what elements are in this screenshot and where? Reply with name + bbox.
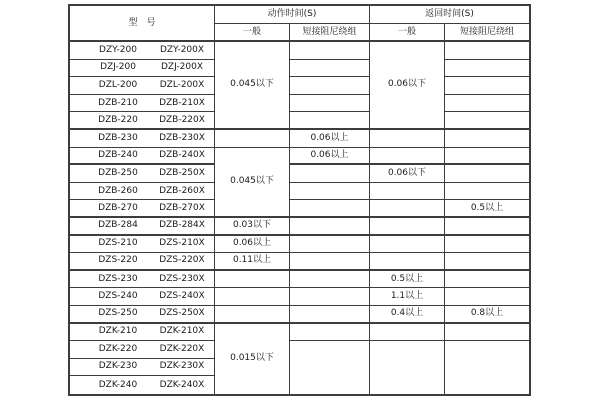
model-cell: [70, 218, 215, 236]
value-cell-action_damping: [290, 60, 370, 78]
model-cell: [70, 112, 215, 130]
model-name: DZB-250: [98, 167, 138, 178]
model-name: DZB-220: [98, 114, 138, 125]
value-cell-action_general: [215, 306, 290, 324]
model-name-x: DZB-230X: [159, 132, 205, 143]
value-cell-return_damping: [445, 271, 529, 289]
value-cell-return_general: [370, 218, 445, 236]
model-name: DZK-240: [98, 379, 138, 390]
value-cell-return_damping: [445, 183, 529, 201]
value-cell-return_general: 0.06以下: [370, 165, 445, 183]
model-name-x: DZS-250X: [159, 308, 205, 319]
header-return-damping: 短接阻尼绕组: [445, 24, 529, 42]
model-cell: [70, 288, 215, 306]
header-action-general: 一般: [215, 24, 290, 42]
value-cell-return_damping: [445, 324, 529, 342]
value-cell-return_general: [370, 253, 445, 271]
value-cell-action_general: [215, 288, 290, 306]
model-cell: [70, 271, 215, 289]
model-cell: [70, 42, 215, 60]
value-cell-action_general: 0.06以上: [215, 236, 290, 254]
value-cell-action_damping: [290, 253, 370, 271]
relay-spec-table: [68, 4, 531, 396]
model-cell: [70, 95, 215, 113]
model-cell: [70, 130, 215, 148]
value-cell-return_damping: [445, 253, 529, 271]
value-cell-action_damping: [290, 42, 370, 60]
model-name: DZS-240: [98, 291, 138, 302]
value-cell-action_damping: [290, 324, 370, 342]
model-name-x: DZS-230X: [159, 273, 205, 284]
value-cell-return_damping: [445, 165, 529, 183]
model-name-x: DZY-200X: [159, 44, 205, 55]
model-cell: [70, 306, 215, 324]
value-cell-action_damping: 0.06以上: [290, 130, 370, 148]
model-name-x: DZK-230X: [159, 361, 205, 372]
model-cell: [70, 376, 215, 394]
model-name: DZL-200: [98, 79, 138, 90]
model-name-x: DZB-284X: [159, 220, 205, 231]
header-action-time: 动作时间(S): [215, 6, 370, 24]
model-name-x: DZB-250X: [159, 167, 205, 178]
model-name: DZS-250: [98, 308, 138, 319]
value-cell-action_damping: [290, 183, 370, 201]
value-cell-action_general: 0.045以下: [215, 42, 290, 130]
value-cell-action_general: 0.045以下: [215, 148, 290, 218]
model-name: DZS-230: [98, 273, 138, 284]
value-cell-return_general: 1.1以上: [370, 288, 445, 306]
value-cell-action_damping: [290, 77, 370, 95]
value-cell-return_general: [370, 236, 445, 254]
header-return-general: 一般: [370, 24, 445, 42]
value-cell-action_damping: [290, 341, 370, 394]
model-name-x: DZJ-200X: [160, 62, 204, 73]
value-cell-action_damping: [290, 95, 370, 113]
value-cell-return_damping: [445, 148, 529, 166]
value-cell-action_general: 0.03以下: [215, 218, 290, 236]
model-name-x: DZL-200X: [159, 79, 205, 90]
value-cell-action_general: [215, 130, 290, 148]
model-name-x: DZB-220X: [159, 114, 205, 125]
model-cell: [70, 359, 215, 377]
value-cell-return_damping: 0.8以上: [445, 306, 529, 324]
model-name-x: DZS-220X: [159, 255, 205, 266]
model-cell: [70, 183, 215, 201]
model-cell: [70, 341, 215, 359]
value-cell-return_general: [370, 200, 445, 218]
value-cell-action_damping: 0.06以上: [290, 148, 370, 166]
model-cell: [70, 324, 215, 342]
value-cell-return_general: [370, 183, 445, 201]
model-name: DZK-220: [98, 343, 138, 354]
value-cell-return_damping: [445, 218, 529, 236]
model-name-x: DZS-240X: [159, 291, 205, 302]
model-cell: [70, 148, 215, 166]
header-model: 型 号: [70, 6, 215, 42]
model-name: DZB-270: [98, 202, 138, 213]
value-cell-return_damping: [445, 60, 529, 78]
model-cell: [70, 200, 215, 218]
value-cell-return_general: 0.5以上: [370, 271, 445, 289]
value-cell-action_damping: [290, 200, 370, 218]
value-cell-return_general: [370, 324, 445, 342]
model-name-x: DZB-240X: [159, 149, 205, 160]
value-cell-action_damping: [290, 218, 370, 236]
value-cell-return_damping: [445, 236, 529, 254]
value-cell-return_general: 0.06以下: [370, 42, 445, 130]
model-name: DZB-260: [98, 185, 138, 196]
value-cell-action_damping: [290, 271, 370, 289]
model-cell: [70, 165, 215, 183]
model-name-x: DZB-270X: [159, 202, 205, 213]
model-cell: [70, 236, 215, 254]
model-name: DZJ-200: [100, 62, 136, 73]
model-name-x: DZB-210X: [159, 97, 205, 108]
header-action-damping: 短接阻尼绕组: [290, 24, 370, 42]
model-name: DZB-210: [98, 97, 138, 108]
model-name-x: DZK-240X: [159, 379, 205, 390]
model-name: DZK-210: [98, 326, 138, 337]
model-name: DZK-230: [98, 361, 138, 372]
value-cell-return_damping: [445, 112, 529, 130]
model-name: DZB-230: [98, 132, 138, 143]
model-name-x: DZB-260X: [159, 185, 205, 196]
value-cell-action_general: 0.11以上: [215, 253, 290, 271]
value-cell-return_damping: [445, 130, 529, 148]
header-return-time: 返回时间(S): [370, 6, 529, 24]
value-cell-return_damping: [445, 95, 529, 113]
value-cell-return_general: [370, 148, 445, 166]
value-cell-action_damping: [290, 236, 370, 254]
value-cell-action_damping: [290, 306, 370, 324]
value-cell-action_damping: [290, 165, 370, 183]
model-name: DZY-200: [99, 44, 137, 55]
value-cell-action_general: [215, 271, 290, 289]
value-cell-return_general: 0.4以上: [370, 306, 445, 324]
model-name-x: DZK-210X: [159, 326, 205, 337]
value-cell-return_general: [370, 130, 445, 148]
value-cell-return_damping: [445, 341, 529, 394]
model-cell: [70, 253, 215, 271]
model-name-x: DZK-220X: [159, 343, 205, 354]
value-cell-return_damping: 0.5以上: [445, 200, 529, 218]
value-cell-action_general: 0.015以下: [215, 324, 290, 394]
value-cell-return_damping: [445, 42, 529, 60]
model-cell: [70, 60, 215, 78]
value-cell-return_damping: [445, 77, 529, 95]
model-name: DZS-210: [98, 238, 138, 249]
model-name: DZS-220: [98, 255, 138, 266]
model-name: DZB-240: [98, 149, 138, 160]
value-cell-return_damping: [445, 288, 529, 306]
model-name-x: DZS-210X: [159, 238, 205, 249]
model-cell: [70, 77, 215, 95]
value-cell-action_damping: [290, 288, 370, 306]
value-cell-return_general: [370, 341, 445, 394]
model-name: DZB-284: [98, 220, 138, 231]
value-cell-action_damping: [290, 112, 370, 130]
